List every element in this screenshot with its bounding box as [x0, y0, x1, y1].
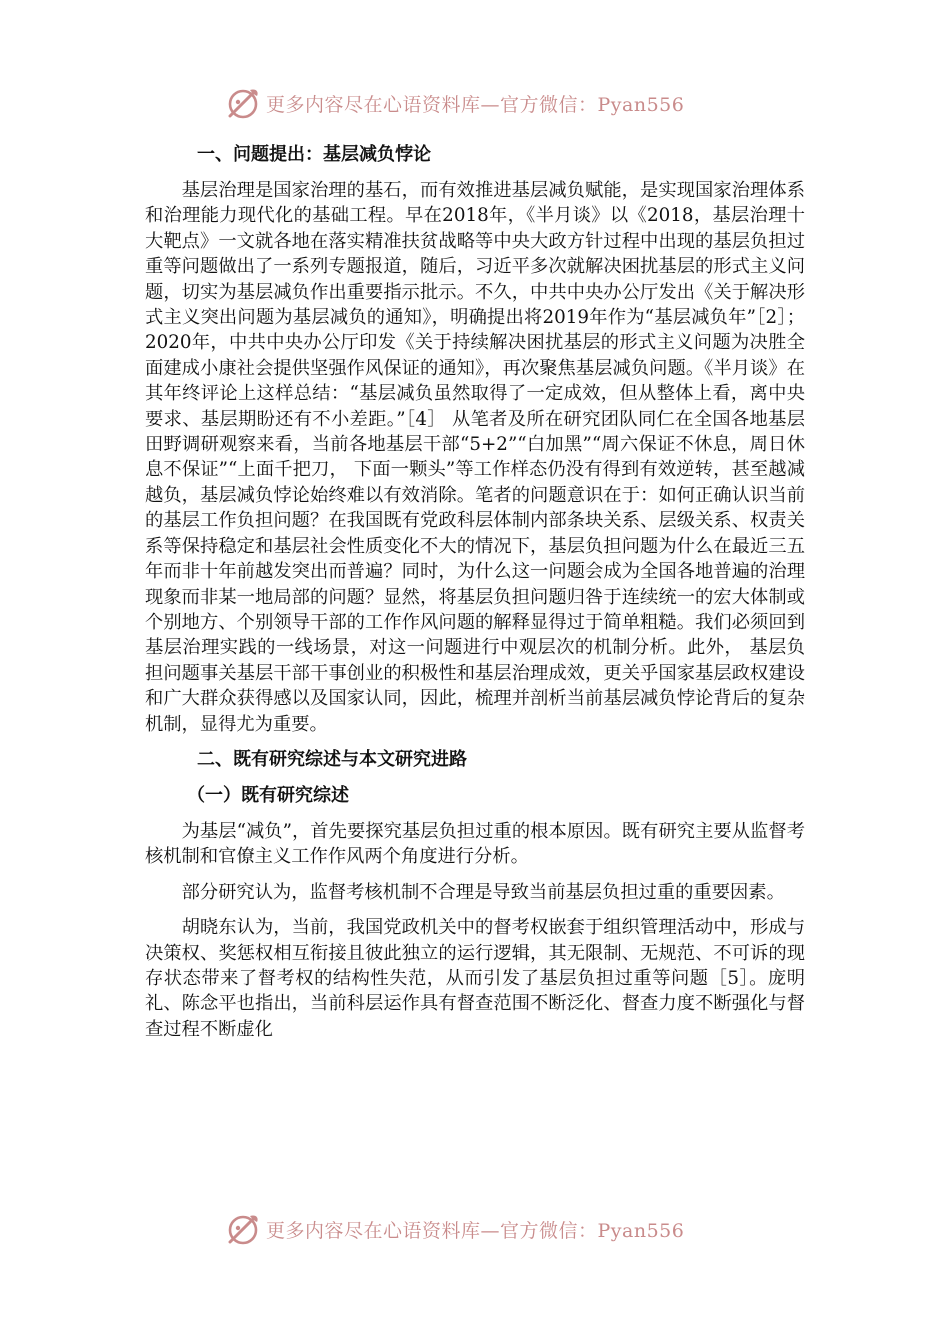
watermark-text-top: 更多内容尽在心语资料库—官方微信：Pyan556 — [266, 93, 685, 116]
watermark-banner-top — [226, 86, 746, 120]
watermark-text-bottom: 更多内容尽在心语资料库—官方微信：Pyan556 — [266, 1219, 685, 1242]
section-1-heading: 一、问题提出：基层减负悖论 — [197, 144, 431, 165]
article-body — [145, 142, 805, 1042]
watermark-banner-bottom — [226, 1212, 746, 1246]
section-2-subheading: （一）既有研究综述 — [187, 784, 349, 806]
brush-logo-icon — [226, 1212, 260, 1246]
section-2-paragraph-3: 胡晓东认为，当前，我国党政机关中的督考权嵌套于组织管理活动中，形成与决策权、奖惩权相互衔接且彼此独立的运行逻辑，其无限制、无规范、不可诉的现存状态带来了督考权的结构性失范，从而引发了基层负担过重等问题［5］。庞明礼、陈念平也指出，当前科层运作具有督查范围不断泛化、督查力度不断强化与督查过程不断虚化 — [145, 917, 805, 1040]
section-1-paragraph: 基层治理是国家治理的基石，而有效推进基层减负赋能，是实现国家治理体系和治理能力现代化的基础工程。早在2018年，《半月谈》以《2018，基层治理十大靶点》一文就各地在落实精准扶贫战略等中央大政方针过程中出现的基层负担过重等问题做出了一系列专题报道，随后，习近平多次就解决困扰基层的形式主义问题，切实为基层减负作出重要指示批示。不久，中共中央办公厅发出《关于解决形式主义突出问题为基层减负的通知》，明确提出将2019年作为“基层减负年”［2］；2020年，中共中央办公厅印发《关于持续解决困扰基层的形式主义问题为决胜全面建成小康社会提供坚强作风保证的通知》，再次聚焦基层减负问题。《半月谈》在其年终评论上这样总结：“基层减负虽然取得了一定成效，但从整体上看，离中央要求、基层期盼还有不小差距。”［4］ 从笔者及所在研究团队同仁在全国各地基层田野调研观察来看，当前各地基层干部“5+2”“白加黑”“周六保证不休息，周日休息不保证”“上面千把刀， 下面一颗头”等工作样态仍没有得到有效逆转，甚至越减越负，基层减负悖论始终难以有效消除。笔者的问题意识在于：如何正确认识当前的基层工作负担问题？在我国既有党政科层体制内部条块关系、层级关系、权责关系等保持稳定和基层社会性质变化不大的情况下，基层负担问题为什么在最近三五年而非十年前越发突出而普遍？同时，为什么这一问题会成为全国各地普遍的治理现象而非某一地局部的问题？显然，将基层负担问题归咎于连续统一的宏大体制或个别地方、个别领导干部的工作作风问题的解释显得过于简单粗糙。我们必须回到基层治理实践的一线场景，对这一问题进行中观层次的机制分析。此外， 基层负担问题事关基层干部干事创业的积极性和基层治理成效，更关乎国家基层政权建设和广大群众获得感以及国家认同，因此，梳理并剖析当前基层减负悖论背后的复杂机制，显得尤为重要。 — [145, 180, 805, 735]
section-2-heading: 二、既有研究综述与本文研究进路 — [197, 748, 467, 770]
section-2-paragraph-1: 为基层“减负”，首先要探究基层负担过重的根本原因。既有研究主要从监督考核机制和官僚主义工作作风两个角度进行分析。 — [145, 820, 805, 868]
brush-logo-icon — [226, 86, 260, 120]
section-2-paragraph-2: 部分研究认为，监督考核机制不合理是导致当前基层负担过重的重要因素。 — [181, 881, 785, 903]
